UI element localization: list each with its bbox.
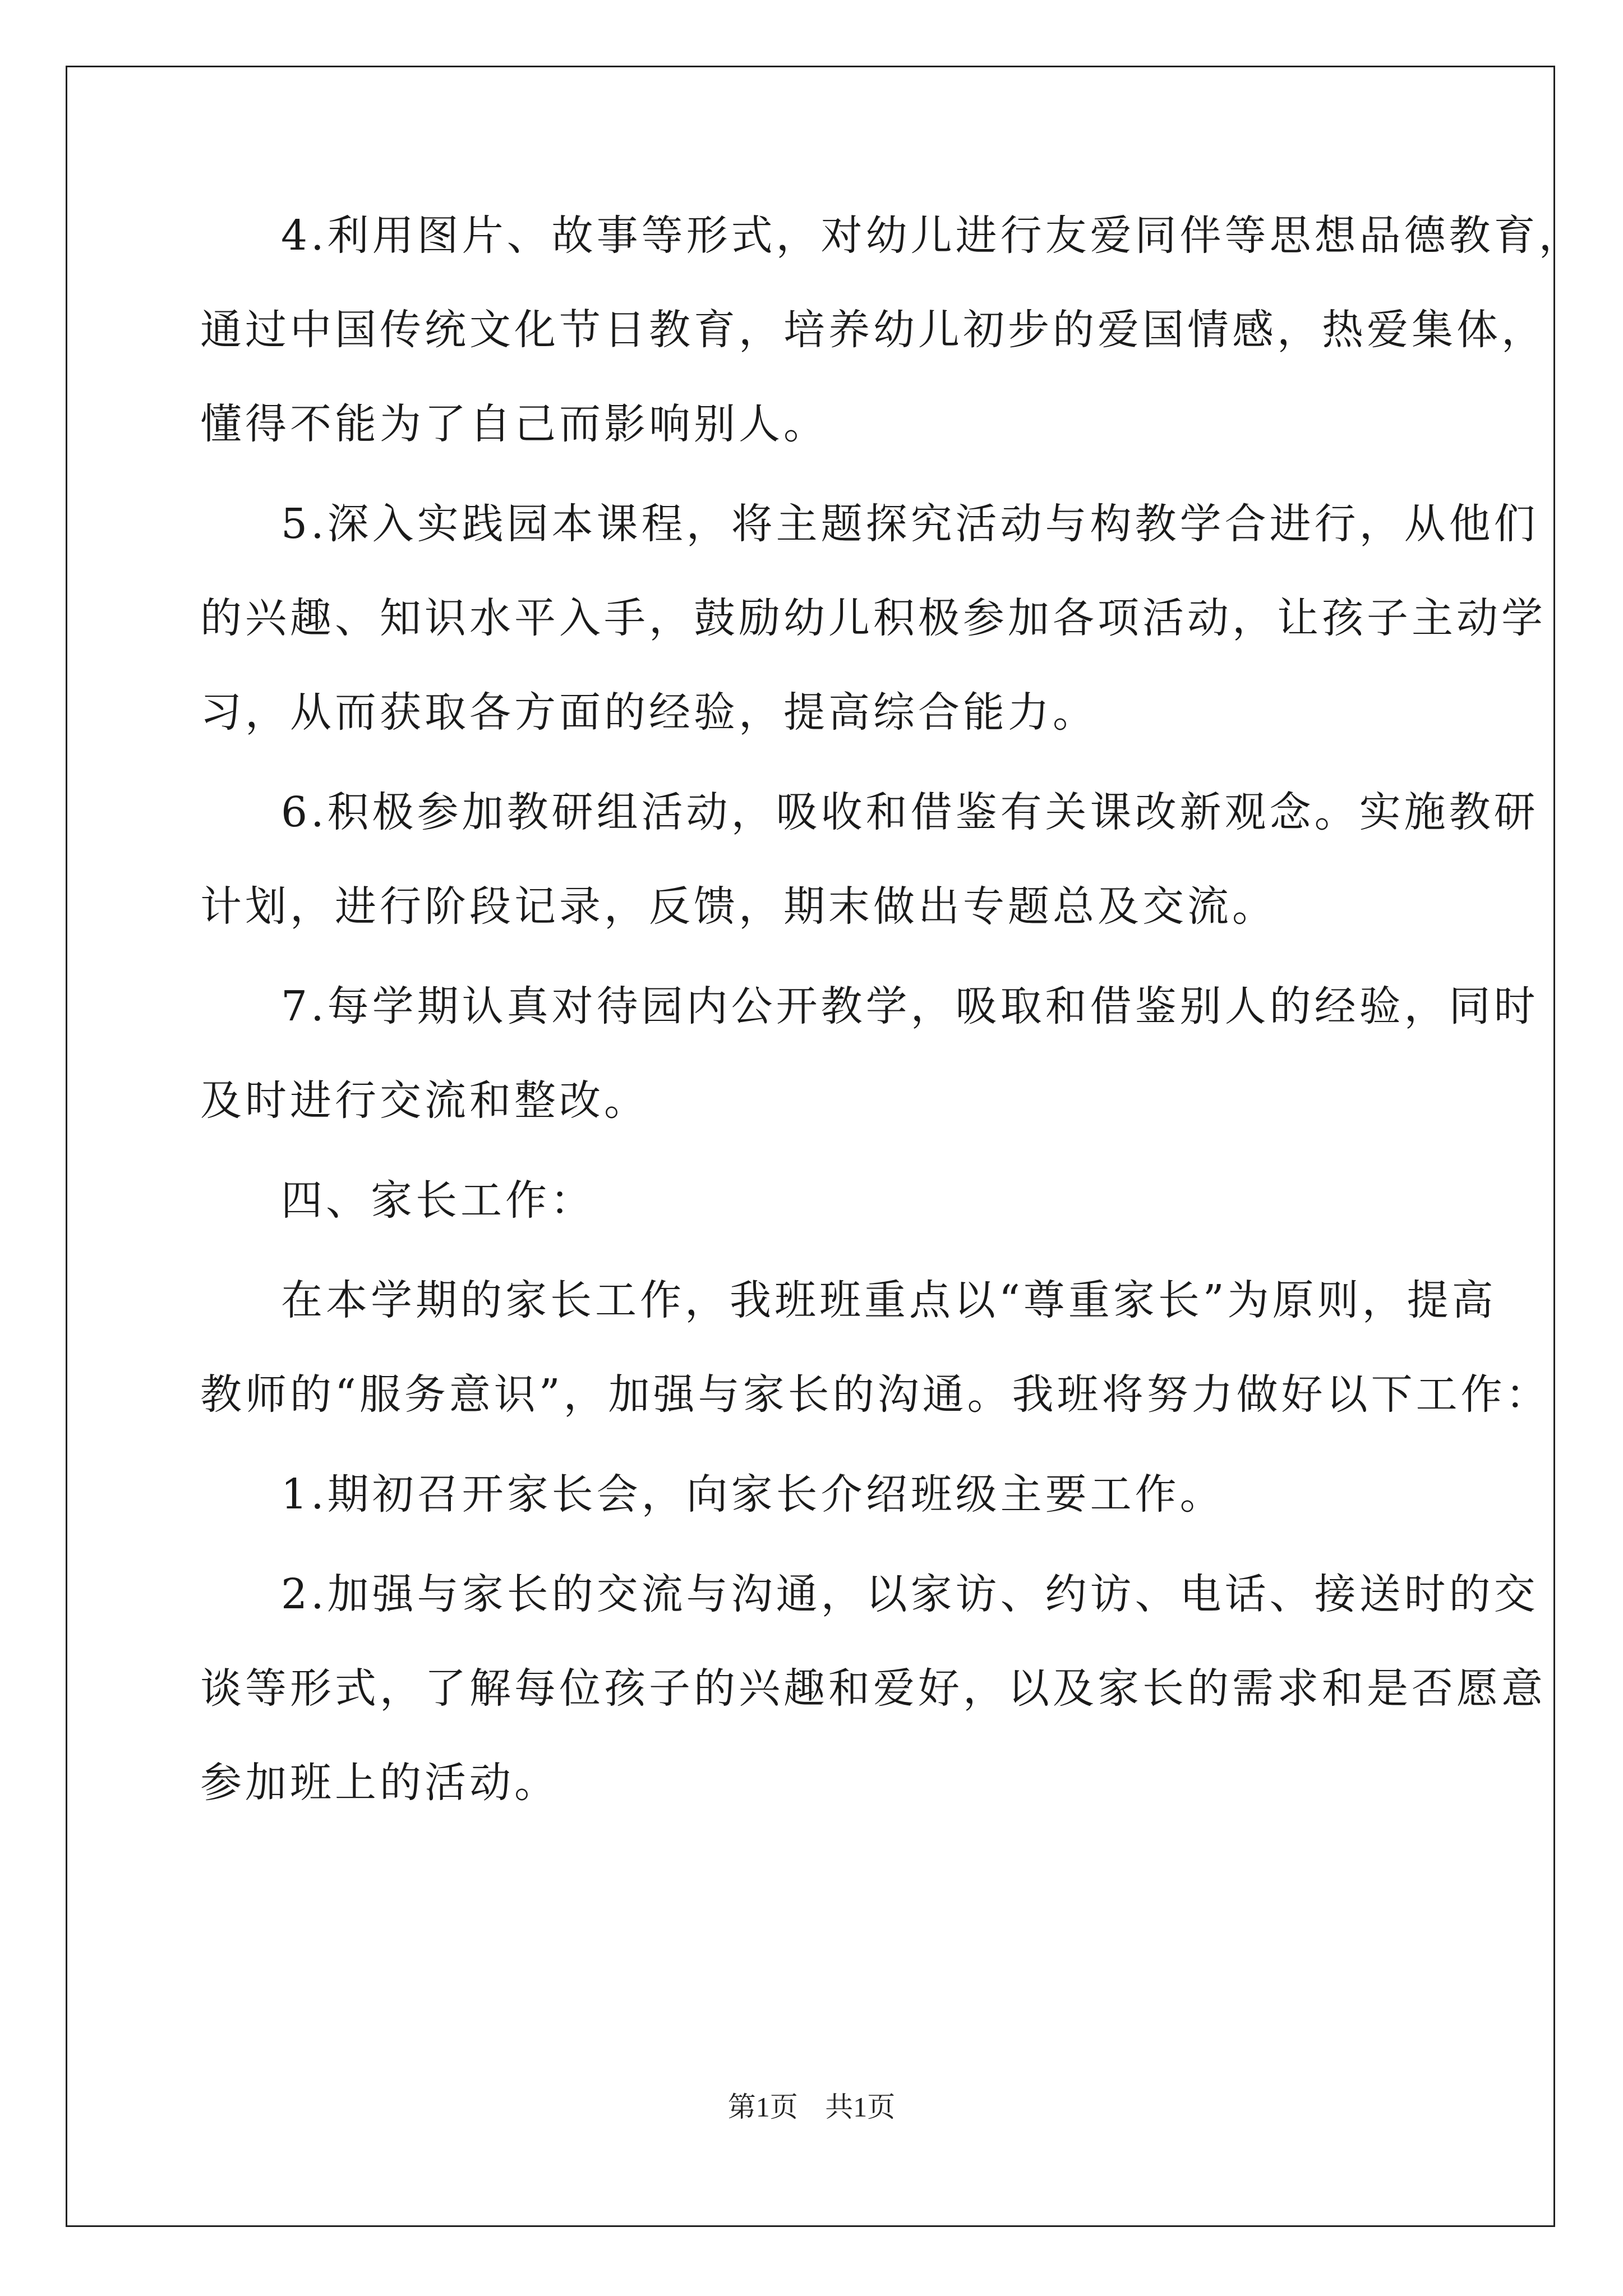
paragraph-line: 参加班上的活动。 <box>200 1759 559 1807</box>
paragraph-line: 的兴趣、知识水平入手，鼓励幼儿积极参加各项活动，让孩子主动学 <box>200 594 1546 642</box>
paragraph-line: 教师的“服务意识”，加强与家长的沟通。我班将努力做好以下工作： <box>200 1370 1551 1419</box>
paragraph-line: 6.积极参加教研组活动，吸收和借鉴有关课改新观念。实施教研 <box>281 788 1539 836</box>
paragraph-line: 5.深入实践园本课程，将主题探究活动与构教学合进行，从他们 <box>281 500 1539 548</box>
paragraph-line: 懂得不能为了自己而影响别人。 <box>200 400 828 448</box>
paragraph-line: 1.期初召开家长会，向家长介绍班级主要工作。 <box>281 1470 1225 1519</box>
paragraph-line: 及时进行交流和整改。 <box>200 1076 649 1125</box>
paragraph-line: 4.利用图片、故事等形式，对幼儿进行友爱同伴等思想品德教育， <box>281 211 1584 260</box>
page-footer <box>0 2090 1623 2124</box>
page-total: 共1页 <box>825 2091 896 2123</box>
page-number: 第1页 <box>727 2091 798 2123</box>
paragraph-line: 计划，进行阶段记录，反馈，期末做出专题总及交流。 <box>200 882 1277 931</box>
page-border <box>66 66 1555 2227</box>
section-heading: 四、家长工作： <box>281 1176 595 1225</box>
paragraph-line: 在本学期的家长工作，我班班重点以“尊重家长”为原则，提高 <box>281 1276 1497 1324</box>
paragraph-line: 习，从而获取各方面的经验，提高综合能力。 <box>200 688 1098 737</box>
paragraph-line: 7.每学期认真对待园内公开教学，吸取和借鉴别人的经验，同时 <box>281 982 1539 1030</box>
paragraph-line: 2.加强与家长的交流与沟通，以家访、约访、电话、接送时的交 <box>281 1570 1539 1618</box>
paragraph-line: 谈等形式，了解每位孩子的兴趣和爱好，以及家长的需求和是否愿意 <box>200 1664 1546 1713</box>
paragraph-line: 通过中国传统文化节日教育，培养幼儿初步的爱国情感，热爱集体， <box>200 306 1546 354</box>
